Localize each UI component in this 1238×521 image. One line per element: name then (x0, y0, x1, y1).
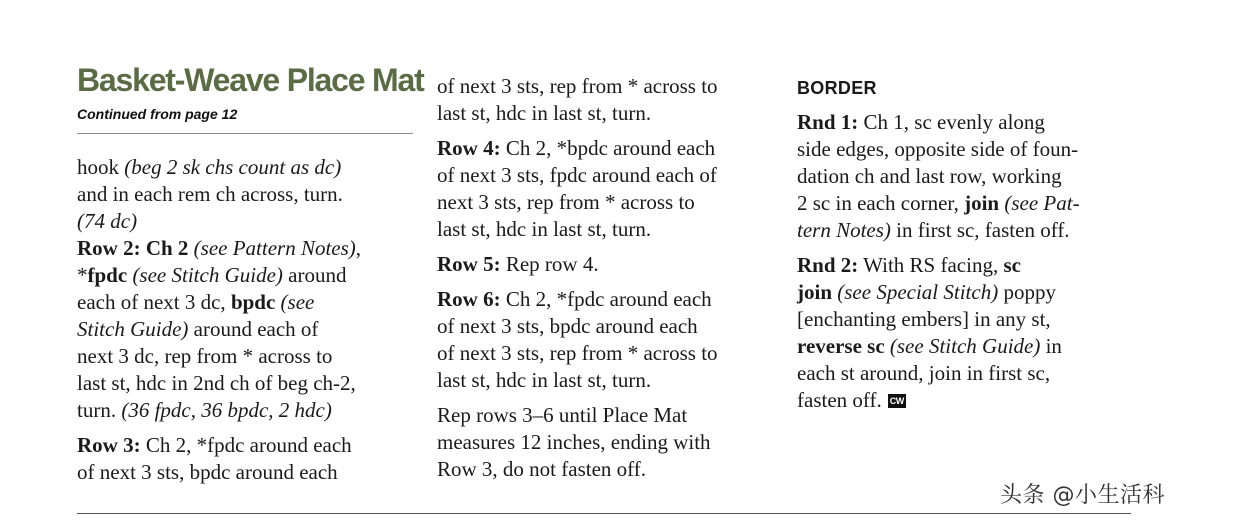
column-2 (437, 73, 782, 483)
text: (see (275, 290, 315, 314)
text: With RS facing, (858, 253, 1004, 277)
text: [enchanting embers] in any st, (797, 307, 1051, 331)
paragraph-row-5 (437, 251, 782, 278)
text: hook (77, 155, 125, 179)
stitch-count: (36 fpdc, 36 bpdc, 2 hdc) (121, 398, 332, 422)
paragraph-rnd-1 (797, 109, 1137, 244)
text: Rep rows 3–6 until Place Mat (437, 403, 688, 427)
text: bpdc (230, 290, 276, 314)
text: * (77, 263, 88, 287)
text: next 3 dc, rep from * across to (77, 344, 333, 368)
text: 2 sc in each corner, (797, 191, 965, 215)
paragraph-row-2 (77, 235, 417, 424)
paragraph-repeat (437, 402, 782, 483)
text: next 3 sts, rep from * across to (437, 190, 695, 214)
text: Row 3, do not fasten off. (437, 457, 647, 481)
text: of next 3 sts, rep from * across to (437, 341, 718, 365)
text: in (1040, 334, 1062, 358)
paragraph-row-6 (437, 286, 782, 394)
column-3 (797, 77, 1137, 414)
text: Ch 2, *fpdc around each (500, 287, 712, 311)
text: each of next 3 dc, (77, 290, 231, 314)
text: each st around, join in first sc, (797, 361, 1051, 385)
text: Rep row 4. (500, 252, 599, 276)
text: tern Notes) (797, 218, 891, 242)
text: sc (1003, 253, 1021, 277)
row-label: Row 4: (437, 136, 501, 160)
text: dation ch and last row, working (797, 164, 1062, 188)
text: fasten off. (797, 388, 882, 412)
text: last st, hdc in last st, turn. (437, 368, 652, 392)
page-subtitle: Continued from page 12 (77, 106, 238, 122)
text: of next 3 sts, bpdc around each (437, 314, 698, 338)
text: fpdc (87, 263, 128, 287)
watermark: 头条 @小生活科 (1000, 483, 1165, 508)
text: turn. (77, 398, 122, 422)
paragraph-row1-end (77, 154, 417, 235)
column-1 (77, 154, 417, 486)
text: , (355, 236, 362, 260)
text: (see Pattern Notes) (188, 236, 356, 260)
header-divider (77, 133, 413, 134)
row-label: Row 5: (437, 252, 501, 276)
text: join (797, 280, 833, 304)
text: around each of (188, 317, 319, 341)
text: (see Special Stitch) (832, 280, 999, 304)
text: in first sc, fasten off. (890, 218, 1070, 242)
round-label: Rnd 2: (797, 253, 859, 277)
round-label: Rnd 1: (797, 110, 859, 134)
stitch-count: (74 dc) (77, 209, 138, 233)
text: (beg 2 sk chs count as dc) (124, 155, 342, 179)
text: last st, hdc in last st, turn. (437, 217, 652, 241)
end-mark-icon: CW (889, 396, 904, 406)
paragraph-row-4 (437, 135, 782, 243)
paragraph-row3-end (437, 73, 782, 127)
footer-divider (77, 513, 1131, 514)
text: (see Pat- (999, 191, 1080, 215)
text: around (282, 263, 347, 287)
paragraph-row-3 (77, 432, 417, 486)
text: Ch 1, sc evenly along (858, 110, 1045, 134)
page-title: Basket-Weave Place Mat (77, 62, 424, 98)
text: of next 3 sts, bpdc around each (77, 460, 338, 484)
text: last st, hdc in 2nd ch of beg ch-2, (77, 371, 356, 395)
text: Ch 2, *bpdc around each (500, 136, 716, 160)
text: last st, hdc in last st, turn. (437, 101, 652, 125)
text: of next 3 sts, rep from * across to (437, 74, 718, 98)
text: measures 12 inches, ending with (437, 430, 711, 454)
text: of next 3 sts, fpdc around each of (437, 163, 717, 187)
text: poppy (998, 280, 1056, 304)
paragraph-rnd-2 (797, 252, 1137, 414)
text: join (964, 191, 1000, 215)
row-label: Row 2: Ch 2 (77, 236, 189, 260)
text: side edges, opposite side of foun- (797, 137, 1079, 161)
text: reverse sc (797, 334, 885, 358)
text: (see Stitch Guide) (127, 263, 283, 287)
section-heading-border: BORDER (797, 78, 877, 98)
text: Ch 2, *fpdc around each (140, 433, 352, 457)
row-label: Row 3: (77, 433, 141, 457)
text: and in each rem ch across, turn. (77, 182, 343, 206)
text: Stitch Guide) (77, 317, 189, 341)
row-label: Row 6: (437, 287, 501, 311)
text: (see Stitch Guide) (884, 334, 1041, 358)
